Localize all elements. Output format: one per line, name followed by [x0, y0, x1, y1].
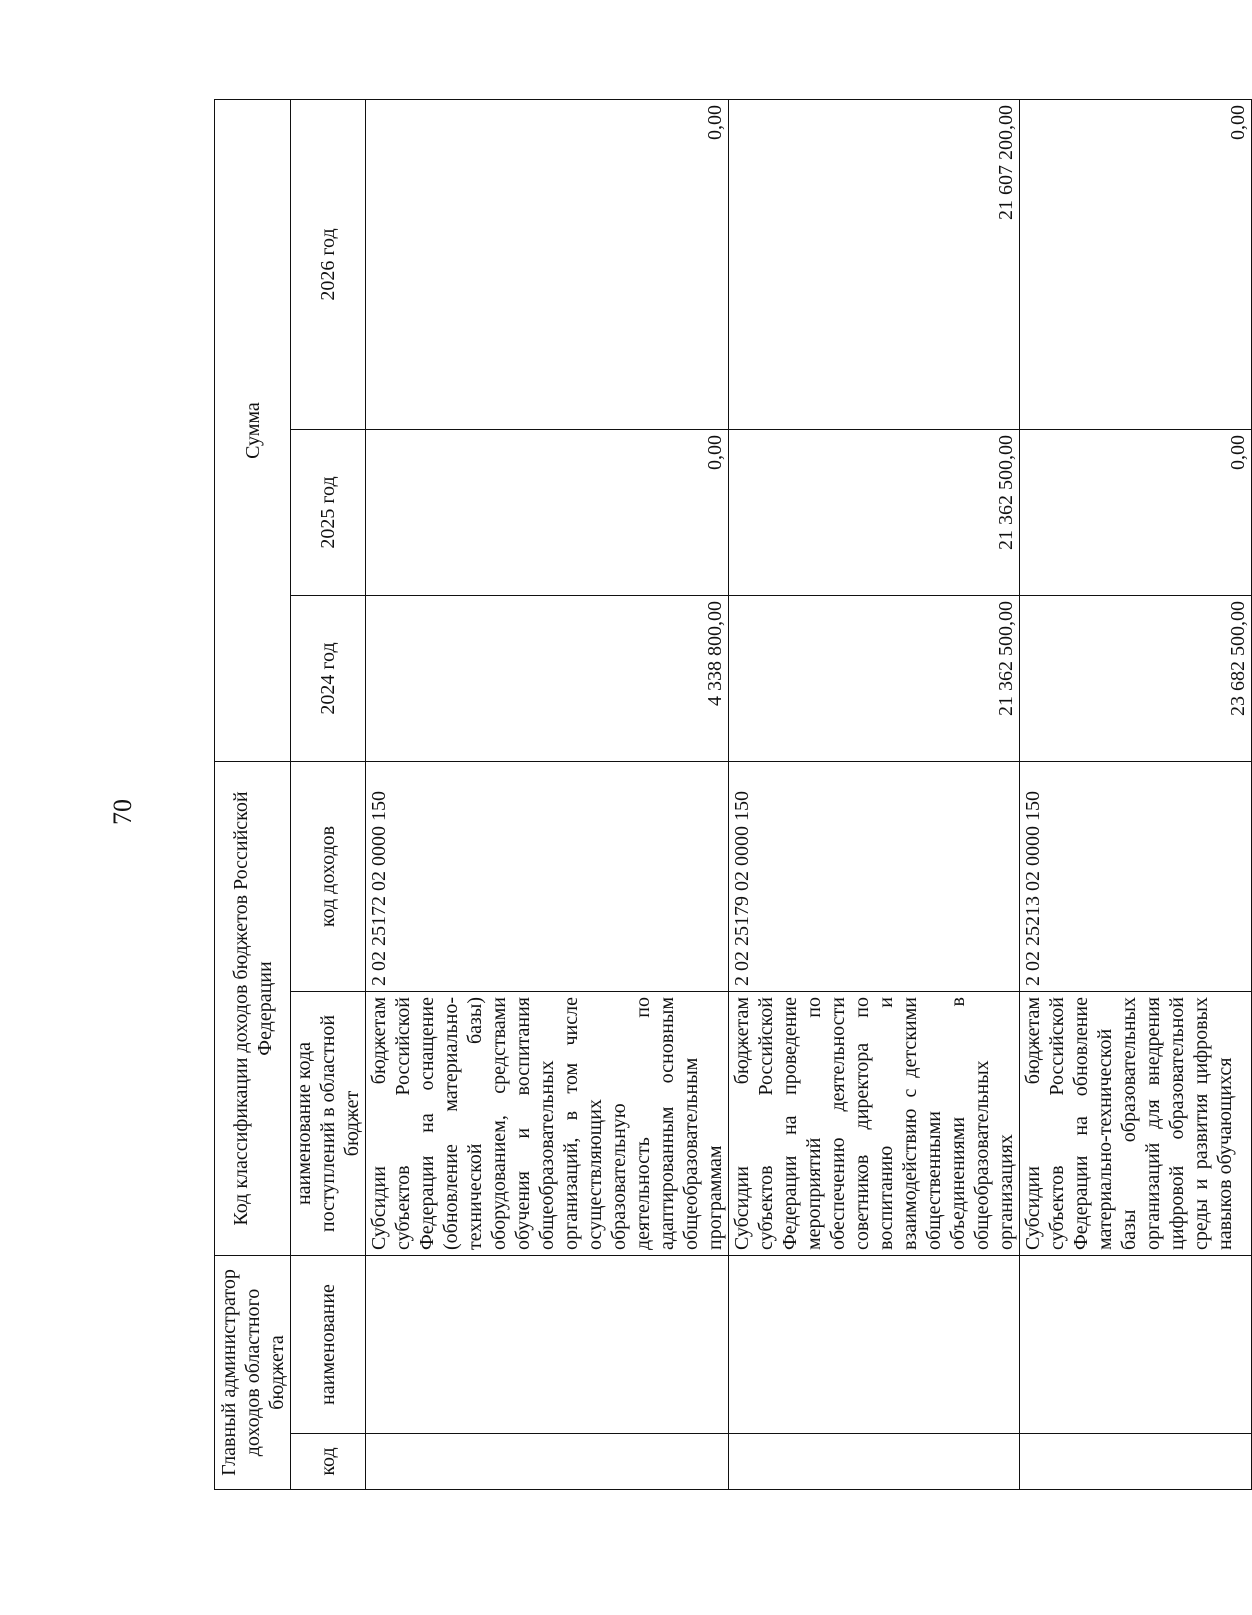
row-amount-2025: 0,00: [366, 430, 729, 596]
row-amount-2025: 21 362 500,00: [729, 430, 1020, 596]
header-col-name: наименование: [291, 1256, 366, 1434]
header-col-income-name: наименование кода поступлений в областной бюджет: [291, 992, 366, 1256]
row-income-code: 2 02 25179 02 0000 150: [729, 762, 1020, 992]
header-classification-group: Код классификации доходов бюджетов Российской Федерации: [215, 762, 291, 1256]
header-admin-group: Главный администратор доходов областного бюджета: [215, 1256, 291, 1490]
header-col-code: код: [291, 1434, 366, 1490]
row-admin-name: [729, 1256, 1020, 1434]
rotated-table-container: [214, 100, 1249, 1490]
row-amount-2026: 0,00: [1020, 100, 1252, 430]
revenue-table: [214, 99, 1252, 1490]
row-amount-2025: 0,00: [1020, 430, 1252, 596]
table-row: [366, 100, 729, 1490]
row-admin-name: [1020, 1256, 1252, 1434]
row-admin-code: [366, 1434, 729, 1490]
row-income-code: 2 02 25172 02 0000 150: [366, 762, 729, 992]
row-amount-2024: 23 682 500,00: [1020, 596, 1252, 762]
row-admin-name: [366, 1256, 729, 1434]
header-col-2026: 2026 год: [291, 100, 366, 430]
row-amount-2026: 21 607 200,00: [729, 100, 1020, 430]
table-row: [729, 100, 1020, 1490]
page-number: 70: [108, 799, 137, 825]
row-amount-2024: 21 362 500,00: [729, 596, 1020, 762]
row-income-name: Субсидии бюджетам субъектов Российской Федерации на проведение мероприятий по обеспечению деятельности советников директора по воспитанию и взаимодействию с детскими общественными объединениями в общеобразовательных организациях: [729, 992, 1020, 1256]
row-income-name: Субсидии бюджетам субъектов Российской Федерации на обновление материально-технической базы образовательных организаций для внедрения цифровой образовательной среды и развития цифровых навыков обучающихся: [1020, 992, 1252, 1256]
row-admin-code: [1020, 1434, 1252, 1490]
header-row-columns: [291, 100, 366, 1490]
row-amount-2024: 4 338 800,00: [366, 596, 729, 762]
header-row-groups: [215, 100, 291, 1490]
header-col-income-code: код доходов: [291, 762, 366, 992]
row-admin-code: [729, 1434, 1020, 1490]
row-income-code: 2 02 25213 02 0000 150: [1020, 762, 1252, 992]
header-col-2024: 2024 год: [291, 596, 366, 762]
row-income-name: Субсидии бюджетам субъектов Российской Федерации на оснащение (обновление материально-технической базы) оборудованием, средствами обучения и воспитания общеобразовательных организаций, в том числе осуществляющих образовательную деятельность по адаптированным основным общеобразовательным программам: [366, 992, 729, 1256]
header-col-2025: 2025 год: [291, 430, 366, 596]
table-row: [1020, 100, 1252, 1490]
row-amount-2026: 0,00: [366, 100, 729, 430]
header-sum-group: Сумма: [215, 100, 291, 762]
